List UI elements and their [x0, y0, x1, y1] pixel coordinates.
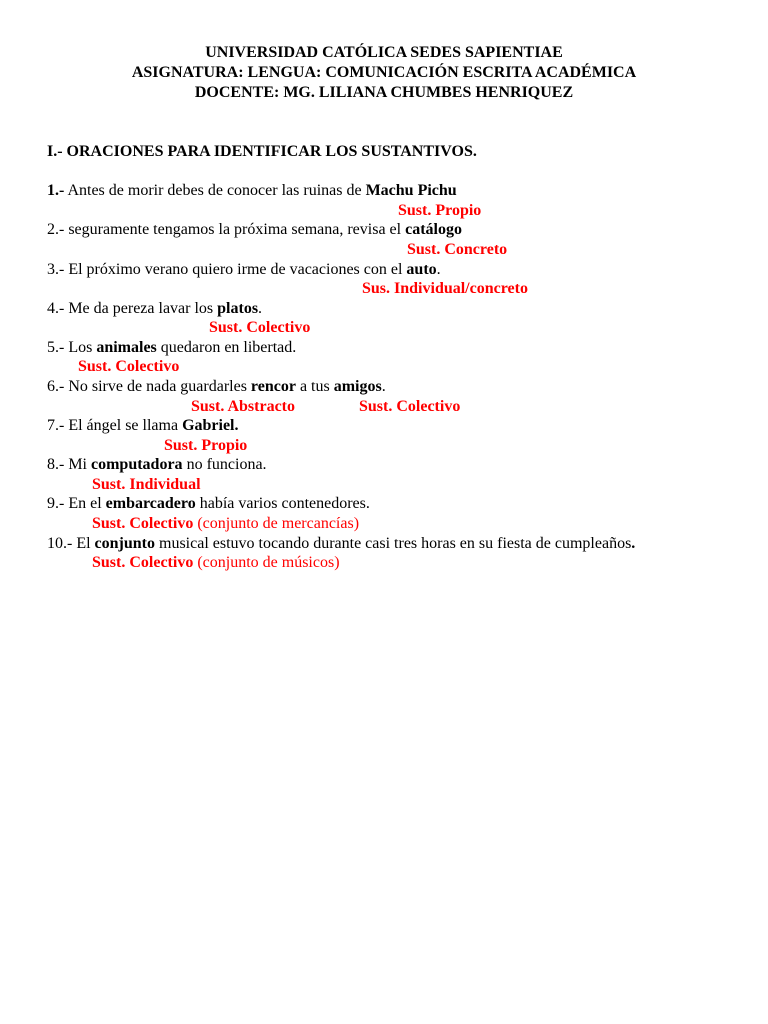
- sentence-number: 3.-: [47, 261, 65, 278]
- sentence-2: [47, 220, 462, 240]
- noun-classification: Sus. Individual/concreto: [362, 280, 528, 297]
- sentence-text: seguramente tengamos la próxima semana, revisa el: [64, 221, 406, 238]
- sentence-text: Mi: [64, 456, 91, 473]
- noun-classification: Sust. Individual: [92, 476, 201, 493]
- noun-highlight: animales: [96, 339, 157, 356]
- noun-highlight: Machu Pichu: [365, 182, 457, 199]
- noun-highlight: platos: [217, 300, 259, 317]
- noun-highlight: rencor: [250, 378, 296, 395]
- sentence-number: 6.-: [47, 378, 65, 395]
- sentence-10: 10.- El conjunto musical estuvo tocando durante casi tres horas en su fiesta de cumpleaños.: [47, 535, 636, 552]
- sentence-9: 9.- En el embarcadero había varios contenedores.: [47, 495, 370, 512]
- noun-highlight: computadora: [91, 456, 183, 473]
- sentence-text: El próximo verano quiero irme de vacaciones con el: [64, 261, 407, 278]
- sentence-4: 4.- Me da pereza lavar los platos.: [47, 300, 263, 317]
- sentence-number: 1.-: [47, 182, 65, 199]
- noun-classification: Sust. Abstracto: [191, 398, 296, 415]
- noun-highlight: catálogo: [405, 221, 462, 238]
- noun-highlight: embarcadero: [105, 495, 196, 512]
- noun-classification: Sust. Colectivo: [209, 319, 311, 336]
- sentence-number: 4.-: [47, 300, 65, 317]
- noun-classification: Sust. Concreto: [407, 241, 508, 258]
- sentence-text: Me da pereza lavar los: [64, 300, 218, 317]
- noun-classification: Sust. Propio: [164, 437, 248, 454]
- noun-highlight: conjunto: [94, 535, 155, 552]
- sentence-number: 2.-: [47, 221, 65, 238]
- sentence-number: 9.-: [47, 495, 65, 512]
- classification-note: (conjunto de mercancías): [193, 515, 360, 532]
- university-name: UNIVERSIDAD CATÓLICA SEDES SAPIENTIAE: [205, 44, 563, 61]
- sentence-8: 8.- Mi computadora no funciona.: [47, 456, 267, 473]
- sentence-text: El: [72, 535, 95, 552]
- noun-highlight: auto: [406, 261, 437, 278]
- sentence-7: [47, 416, 239, 436]
- sentence-number: 7.-: [47, 417, 65, 434]
- sentence-text: Antes de morir debes de conocer las ruinas de: [64, 182, 366, 199]
- teacher-name: DOCENTE: MG. LILIANA CHUMBES HENRIQUEZ: [194, 84, 574, 101]
- noun-classification: Sust. Colectivo: [78, 358, 180, 375]
- sentence-number: 5.-: [47, 339, 65, 356]
- sentence-5: 5.- Los animales quedaron en libertad.: [47, 339, 297, 356]
- noun-highlight: Gabriel.: [182, 417, 239, 434]
- sentence-text: Los: [64, 339, 97, 356]
- noun-classification: Sust. Colectivo: [359, 398, 461, 415]
- sentence-6: 6.- No sirve de nada guardarles rencor a tus amigos.: [47, 378, 386, 395]
- sentence-text: No sirve de nada guardarles: [64, 378, 251, 395]
- noun-highlight: amigos: [333, 378, 382, 395]
- section-title: I.- ORACIONES PARA IDENTIFICAR LOS SUSTANTIVOS.: [47, 143, 477, 160]
- sentence-1: [47, 181, 457, 201]
- classification-note: (conjunto de músicos): [193, 554, 340, 571]
- course-name: ASIGNATURA: LENGUA: COMUNICACIÓN ESCRITA ACADÉMICA: [131, 64, 637, 81]
- sentence-text: En el: [64, 495, 106, 512]
- document-header: [0, 43, 768, 103]
- noun-classification: Sust. Propio: [398, 202, 482, 219]
- sentence-text: El ángel se llama: [64, 417, 183, 434]
- sentence-number: 10.-: [47, 535, 73, 552]
- noun-classification: Sust. Colectivo (conjunto de mercancías): [92, 515, 360, 532]
- sentence-number: 8.-: [47, 456, 65, 473]
- sentence-3: 3.- El próximo verano quiero irme de vacaciones con el auto.: [47, 261, 441, 278]
- noun-classification: Sust. Colectivo (conjunto de músicos): [92, 554, 340, 571]
